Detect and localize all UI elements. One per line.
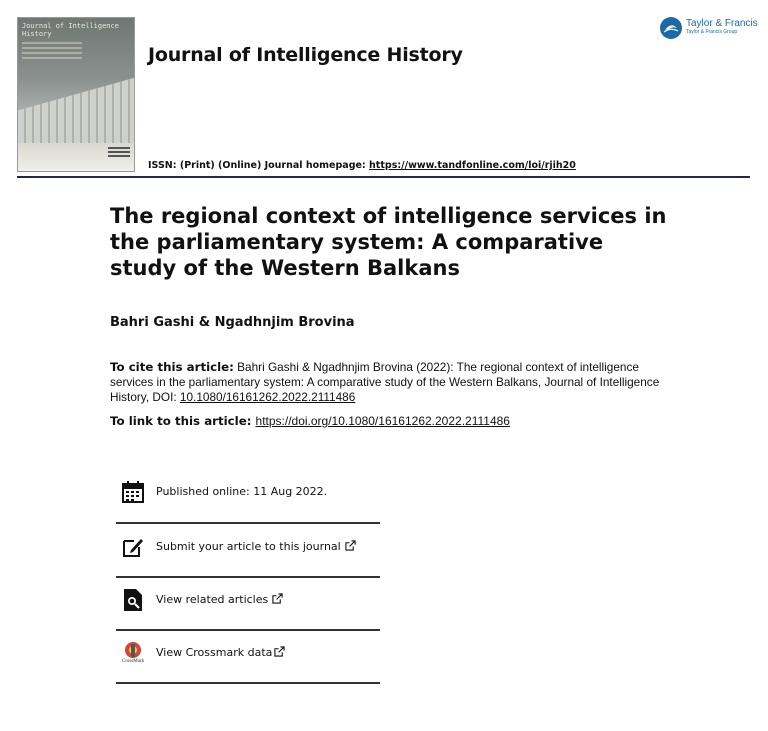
external-link-icon [274, 646, 285, 660]
external-link-icon [272, 593, 283, 607]
cover-title: Journal of Intelligence History [22, 22, 119, 38]
header-divider [17, 176, 750, 178]
crossmark-link[interactable] [116, 626, 380, 679]
published-online-text: Published online: 11 Aug 2022. [156, 485, 328, 498]
article-authors: Bahri Gashi & Ngadhnjim Brovina [110, 315, 355, 330]
crossmark-icon-label: CrossMark [121, 659, 145, 664]
publisher-logo[interactable] [660, 16, 758, 40]
article-link-label: To link to this article: [110, 414, 256, 428]
journal-cover-image [17, 17, 135, 172]
related-articles-text: View related articles [156, 593, 269, 606]
published-online-row [116, 465, 380, 518]
citation-text: Bahri Gashi & Ngadhnjim Brovina (2022): The regional context of intelligence services in the parliamentary system: A comparative study of the Western Balkans, Journal of Intelligence History, DOI: [110, 360, 660, 404]
cover-publisher-mark [108, 145, 130, 157]
publisher-logo-icon [660, 17, 682, 39]
article-title: The regional context of intelligence services in the parliamentary system: A comparative study of the Western Balkans [110, 204, 667, 280]
citation-label: To cite this article: [110, 360, 234, 374]
publisher-name: Taylor & Francis [686, 18, 758, 29]
journal-title: Journal of Intelligence History [148, 44, 463, 66]
related-articles-link[interactable] [116, 573, 380, 626]
document-search-icon [120, 587, 146, 613]
publisher-group: Taylor & Francis Group [686, 29, 738, 35]
cover-text-lines [22, 42, 82, 62]
article-link-block [110, 414, 510, 428]
issn-line [148, 160, 576, 171]
external-link-icon [345, 540, 356, 554]
citation-block [110, 360, 670, 405]
info-divider [116, 682, 380, 684]
journal-homepage-link[interactable]: https://www.tandfonline.com/loi/rjih20 [369, 160, 576, 171]
edit-icon [120, 534, 146, 560]
article-doi-link[interactable]: https://doi.org/10.1080/16161262.2022.2111486 [255, 414, 510, 428]
crossmark-text: View Crossmark data [156, 646, 273, 659]
issn-label: ISSN: (Print) (Online) Journal homepage: [148, 160, 370, 171]
submit-article-text: Submit your article to this journal [156, 540, 341, 553]
calendar-icon [120, 479, 146, 505]
citation-doi-link[interactable]: 10.1080/16161262.2022.2111486 [179, 390, 356, 404]
crossmark-icon [120, 640, 146, 666]
submit-article-link[interactable] [116, 520, 380, 573]
